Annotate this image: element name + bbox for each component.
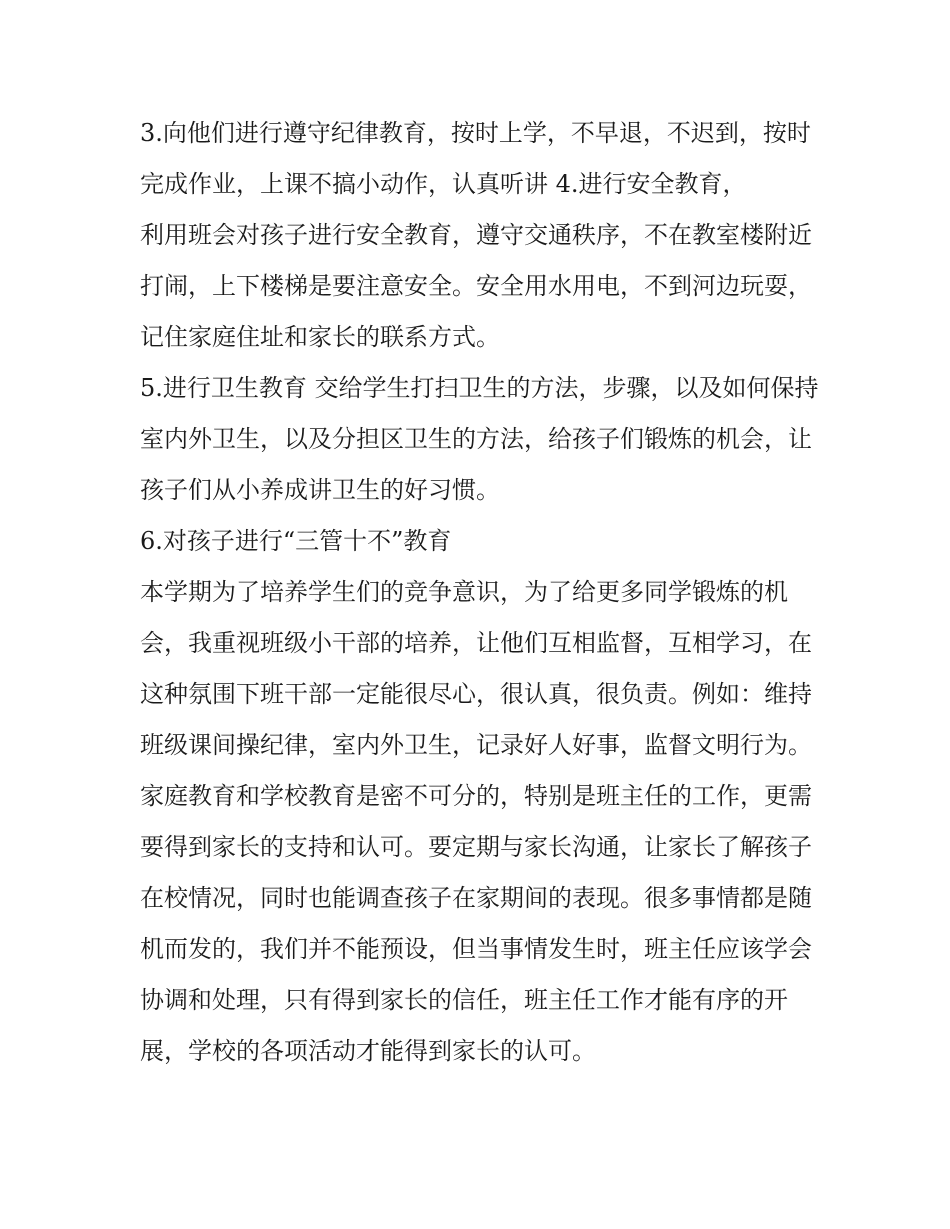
paragraph-safety: 利用班会对孩子进行安全教育，遵守交通秩序，不在教室楼附近打闹，上下楼梯是要注意安全。安全用水用电，不到河边玩耍，记住家庭住址和家长的联系方式。 xyxy=(140,221,812,351)
paragraph-three-rules: 6.对孩子进行“三管十不”教育 xyxy=(140,527,452,555)
paragraph-hygiene: 5.进行卫生教育 交给学生打扫卫生的方法，步骤，以及如何保持室内外卫生，以及分担区卫生的方法，给孩子们锻炼的机会，让孩子们从小养成讲卫生的好习惯。 xyxy=(140,374,819,504)
paragraph-class-leaders: 本学期为了培养学生们的竞争意识，为了给更多同学锻炼的机会，我重视班级小干部的培养，让他们互相监督，互相学习，在这种氛围下班干部一定能很尽心，很认真，很负责。例如：维持班级课间操纪律，室内外卫生，记录好人好事，监督文明行为。 xyxy=(140,578,812,759)
document-body xyxy=(140,108,830,1077)
paragraph-discipline: 3.向他们进行遵守纪律教育，按时上学，不早退，不迟到，按时完成作业，上课不搞小动作，认真听讲 4.进行安全教育， xyxy=(140,119,811,198)
paragraph-family-education: 家庭教育和学校教育是密不可分的，特别是班主任的工作，更需要得到家长的支持和认可。要定期与家长沟通，让家长了解孩子在校情况，同时也能调查孩子在家期间的表现。很多事情都是随机而发的，我们并不能预设，但当事情发生时，班主任应该学会协调和处理，只有得到家长的信任，班主任工作才能有序的开展，学校的各项活动才能得到家长的认可。 xyxy=(140,782,812,1065)
